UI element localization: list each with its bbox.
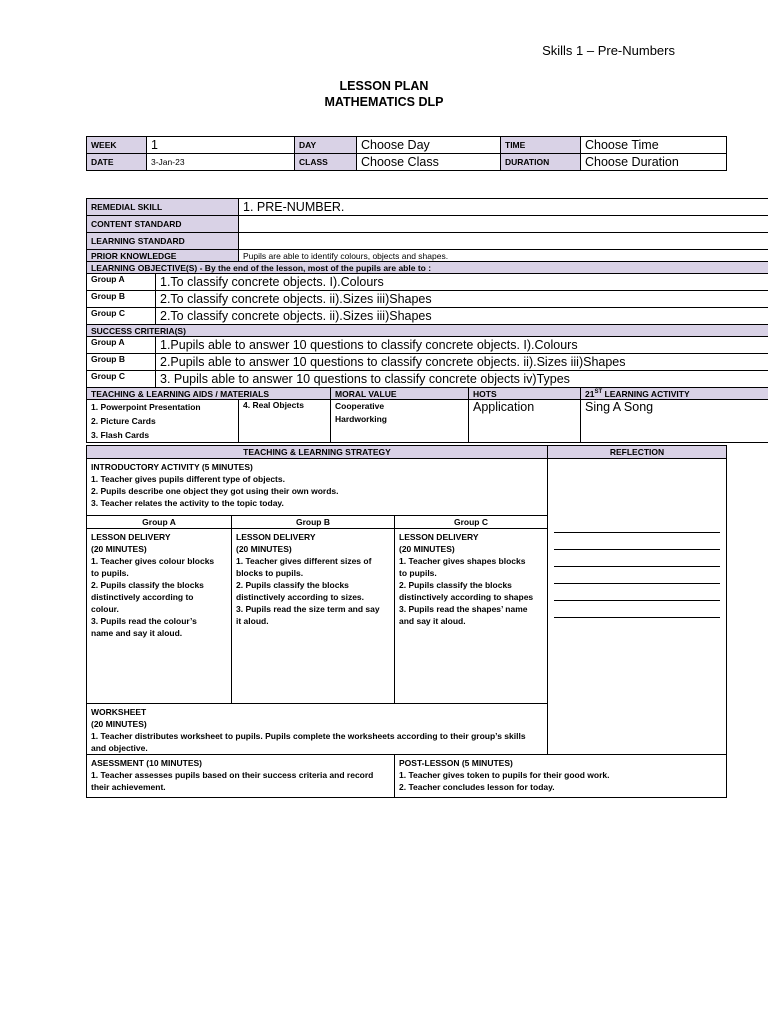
content-standard-value[interactable] [239, 216, 768, 233]
success-group-b[interactable]: 2.Pupils able to answer 10 questions to classify concrete objects. ii).Sizes iii)Shapes [156, 354, 768, 371]
reflection-line[interactable] [554, 601, 720, 618]
aids-header: TEACHING & LEARNING AIDS / MATERIALS [87, 388, 331, 400]
21st-learning-header: 21ST LEARNING ACTIVITY [581, 388, 768, 400]
group-a-header: Group A [87, 516, 232, 529]
success-criteria-header: SUCCESS CRITERIA(S) [87, 325, 768, 337]
aids-list[interactable]: 1. Powerpoint Presentation 2. Picture Cards 3. Flash Cards [87, 400, 239, 443]
date-label: DATE [87, 154, 147, 171]
class-dropdown[interactable]: Choose Class [357, 154, 501, 171]
lesson-plan-title: LESSON PLAN [339, 79, 429, 93]
moral-values[interactable]: Cooperative Hardworking [331, 400, 469, 443]
objective-group-c-label: Group C [87, 308, 156, 325]
objective-group-b-label: Group B [87, 291, 156, 308]
post-lesson-activity[interactable]: POST-LESSON (5 MINUTES) 1. Teacher gives token to pupils for their good work. 2. Teacher concludes lesson for today. [395, 755, 727, 798]
time-dropdown[interactable]: Choose Time [581, 137, 727, 154]
date-value[interactable]: 3-Jan-23 [147, 154, 295, 171]
success-group-c[interactable]: 3. Pupils able to answer 10 questions to classify concrete objects iv)Types [156, 371, 768, 388]
reflection-area[interactable] [548, 459, 727, 755]
21st-learning-value[interactable]: Sing A Song [581, 400, 768, 443]
strategy-table [86, 445, 727, 798]
group-a-delivery[interactable]: LESSON DELIVERY (20 MINUTES) 1. Teacher gives colour blocks to pupils. 2. Pupils classify the blocks distinctively according to colour. 3. Pupils read the colour’s name and say it aloud. [87, 529, 232, 704]
strategy-header: TEACHING & LEARNING STRATEGY [87, 446, 548, 459]
week-value[interactable]: 1 [147, 137, 295, 154]
remedial-skill-label: REMEDIAL SKILL [87, 199, 239, 216]
group-c-delivery[interactable]: LESSON DELIVERY (20 MINUTES) 1. Teacher gives shapes blocks to pupils. 2. Pupils classify the blocks distinctively according to shapes 3. Pupils read the shapes’ name and say it aloud. [395, 529, 548, 704]
reflection-header: REFLECTION [548, 446, 727, 459]
plan-table [86, 198, 768, 443]
success-group-a-label: Group A [87, 337, 156, 354]
reflection-line[interactable] [554, 567, 720, 584]
objective-group-a[interactable]: 1.To classify concrete objects. I).Colours [156, 274, 768, 291]
reflection-line[interactable] [554, 533, 720, 550]
worksheet-activity[interactable]: WORKSHEET (20 MINUTES) 1. Teacher distributes worksheet to pupils. Pupils complete the worksheets according to their group’s skills and objective. [87, 704, 548, 755]
objective-group-a-label: Group A [87, 274, 156, 291]
subject-title: MATHEMATICS DLP [324, 95, 444, 109]
group-b-delivery[interactable]: LESSON DELIVERY (20 MINUTES) 1. Teacher gives different sizes of blocks to pupils. 2. Pupils classify the blocks distinctively according to sizes. 3. Pupils read the size term and say it aloud. [232, 529, 395, 704]
assessment-activity[interactable]: ASESSMENT (10 MINUTES) 1. Teacher assesses pupils based on their success criteria and record their achievement. [87, 755, 395, 798]
prior-knowledge-value[interactable]: Pupils are able to identify colours, objects and shapes. [239, 250, 768, 262]
time-label: TIME [501, 137, 581, 154]
group-b-header: Group B [232, 516, 395, 529]
prior-knowledge-label: PRIOR KNOWLEDGE [87, 250, 239, 262]
content-standard-label: CONTENT STANDARD [87, 216, 239, 233]
objective-group-b[interactable]: 2.To classify concrete objects. ii).Sizes iii)Shapes [156, 291, 768, 308]
remedial-skill-value[interactable]: 1. PRE-NUMBER. [239, 199, 768, 216]
objective-group-c[interactable]: 2.To classify concrete objects. ii).Sizes iii)Shapes [156, 308, 768, 325]
learning-objective-header: LEARNING OBJECTIVE(S) - By the end of the lesson, most of the pupils are able to : [87, 262, 768, 274]
duration-dropdown[interactable]: Choose Duration [581, 154, 727, 171]
hots-header: HOTS [469, 388, 581, 400]
day-dropdown[interactable]: Choose Day [357, 137, 501, 154]
learning-standard-label: LEARNING STANDARD [87, 233, 239, 250]
class-label: CLASS [295, 154, 357, 171]
learning-standard-value[interactable] [239, 233, 768, 250]
week-label: WEEK [87, 137, 147, 154]
day-label: DAY [295, 137, 357, 154]
aids-extra[interactable]: 4. Real Objects [239, 400, 331, 443]
reflection-line[interactable] [554, 584, 720, 601]
success-group-a[interactable]: 1.Pupils able to answer 10 questions to classify concrete objects. I).Colours [156, 337, 768, 354]
success-group-b-label: Group B [87, 354, 156, 371]
success-group-c-label: Group C [87, 371, 156, 388]
skills-label: Skills 1 – Pre-Numbers [542, 43, 675, 58]
duration-label: DURATION [501, 154, 581, 171]
reflection-line[interactable] [554, 516, 720, 533]
introductory-activity[interactable]: INTRODUCTORY ACTIVITY (5 MINUTES) 1. Teacher gives pupils different type of objects. 2. Pupils describe one object they got using their own words. 3. Teacher relates the activity to the topic today. [87, 459, 548, 516]
moral-value-header: MORAL VALUE [331, 388, 469, 400]
group-c-header: Group C [395, 516, 548, 529]
info-table [86, 136, 727, 171]
reflection-line[interactable] [554, 550, 720, 567]
hots-value[interactable]: Application [469, 400, 581, 443]
